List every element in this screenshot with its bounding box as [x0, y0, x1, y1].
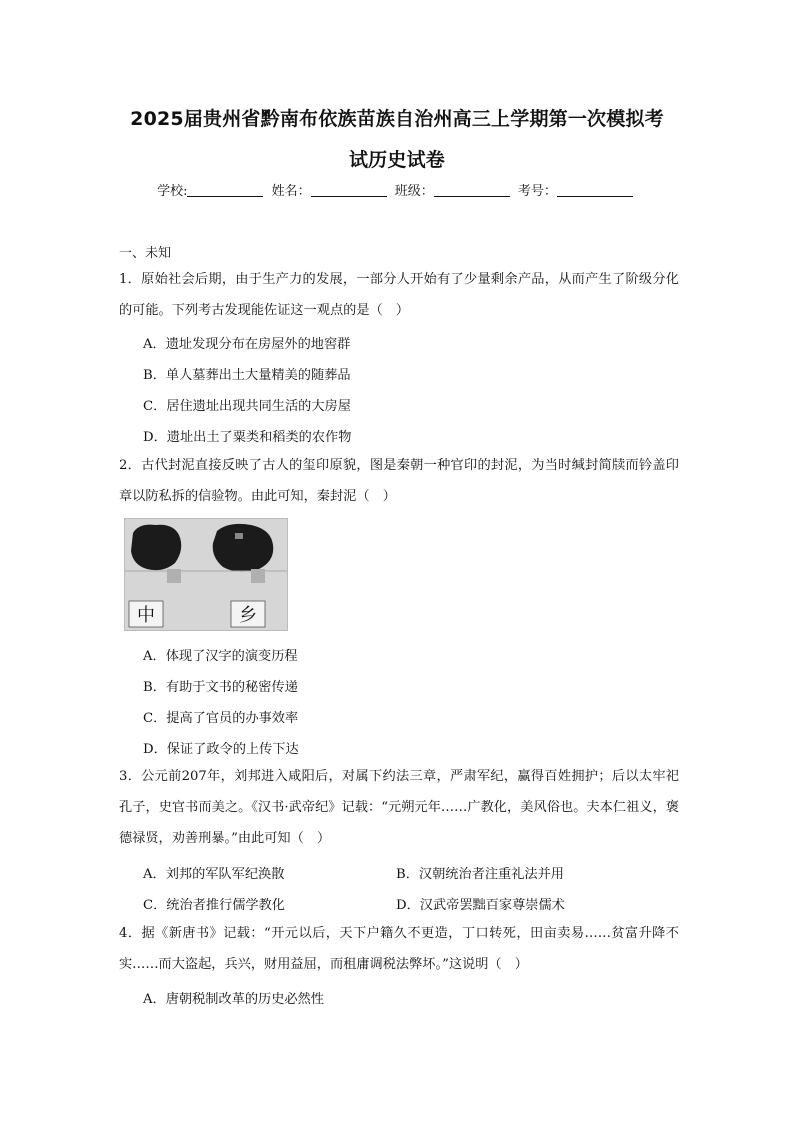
name-blank[interactable] — [311, 183, 387, 197]
question-1-stem: 1．原始社会后期，由于生产力的发展，一部分人开始有了少量剩余产品，从而产生了阶级分化的可能。下列考古发现能佐证这一观点的是（ ） — [119, 272, 679, 318]
section-heading: 一、未知 — [119, 246, 172, 261]
q3-option-b[interactable]: B．汉朝统治者注重礼法并用 — [396, 867, 564, 882]
q1-option-d[interactable]: D．遗址出土了粟类和稻类的农作物 — [143, 430, 352, 445]
student-info-row — [0, 180, 794, 199]
question-3-stem: 3．公元前207年，刘邦进入咸阳后，对属下约法三章，严肃军纪，赢得百姓拥护；后以太牢祀孔子，史官书而美之。《汉书·武帝纪》记载：“元朔元年……广教化，美风俗也。夫本仁祖义，褒德禄贤，劝善刑暴。”由此可知（ ） — [119, 769, 679, 846]
class-blank[interactable] — [434, 183, 510, 197]
q1-option-c[interactable]: C．居住遗址出现共同生活的大房屋 — [143, 399, 351, 414]
school-blank[interactable] — [187, 183, 263, 197]
q2-option-c[interactable]: C．提高了官员的办事效率 — [143, 711, 299, 726]
q3-option-d[interactable]: D．汉武帝罢黜百家尊崇儒术 — [396, 898, 565, 913]
seal-glyph-zhong: 中 — [137, 605, 155, 626]
number-label: 考号： — [517, 184, 557, 199]
seal-glyph-xiang: 乡 — [239, 605, 257, 626]
school-label: 学校: — [157, 184, 188, 199]
exam-title-line1: 2025届贵州省黔南布依族苗族自治州高三上学期第一次模拟考 — [130, 108, 664, 130]
q2-option-d[interactable]: D．保证了政令的上传下达 — [143, 742, 299, 757]
seal-clay-image — [125, 519, 287, 630]
q3-option-a[interactable]: A．刘邦的军队军纪涣散 — [143, 867, 285, 882]
q1-option-a[interactable]: A．遗址发现分布在房屋外的地窖群 — [143, 337, 351, 352]
exam-title-line2: 试历史试卷 — [348, 149, 445, 171]
q3-option-c[interactable]: C．统治者推行儒学教化 — [143, 898, 285, 913]
class-label: 班级： — [394, 184, 434, 199]
name-label: 姓名： — [271, 184, 311, 199]
seal-clay-figure — [124, 518, 288, 631]
q4-option-a[interactable]: A．唐朝税制改革的历史必然性 — [143, 992, 324, 1007]
question-4-stem: 4．据《新唐书》记载：“开元以后，天下户籍久不更造，丁口转死，田亩卖易……贫富升降不实……而大盗起，兵兴，财用益屈，而租庸调税法弊坏。”这说明（ ） — [119, 926, 679, 972]
q2-option-a[interactable]: A．体现了汉字的演变历程 — [143, 649, 298, 664]
q1-option-b[interactable]: B．单人墓葬出土大量精美的随葬品 — [143, 368, 351, 383]
question-2-stem: 2．古代封泥直接反映了古人的玺印原貌，图是秦朝一种官印的封泥，为当时缄封简牍而钤盖印章以防私拆的信验物。由此可知，秦封泥（ ） — [119, 458, 679, 504]
number-blank[interactable] — [557, 183, 633, 197]
q2-option-b[interactable]: B．有助于文书的秘密传递 — [143, 680, 298, 695]
